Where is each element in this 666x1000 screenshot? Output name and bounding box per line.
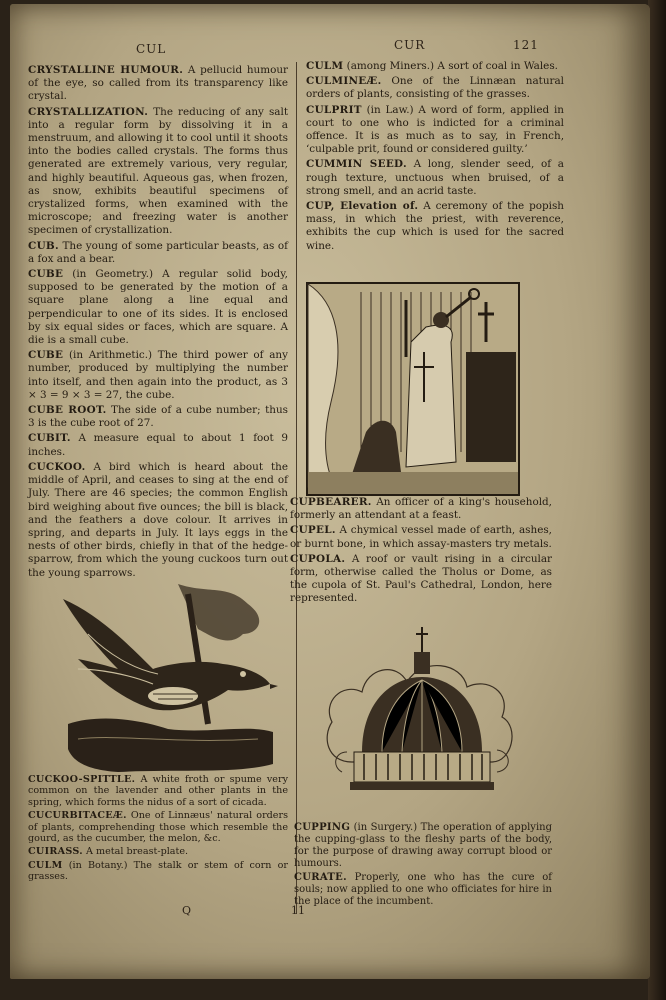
footer-number: 11 xyxy=(291,904,305,917)
entry-definition: (in Botany.) The stalk or stem of corn or grasses. xyxy=(28,859,288,883)
entry-term: CULPRIT xyxy=(306,103,362,116)
entry-term: CULM xyxy=(28,859,63,871)
entry-term: CUBE xyxy=(28,349,64,362)
dictionary-entry xyxy=(28,432,288,458)
dictionary-entry xyxy=(28,860,288,883)
entry-term: CULM xyxy=(306,60,344,72)
priest-elevation-illustration xyxy=(306,282,520,496)
dictionary-entry xyxy=(28,404,288,430)
entry-term: CUPEL. xyxy=(290,524,336,537)
st-pauls-dome-illustration xyxy=(322,622,522,812)
dictionary-entry xyxy=(306,200,564,253)
dictionary-entry xyxy=(306,104,564,157)
dictionary-entry xyxy=(306,75,564,101)
entry-definition: (in Arithmetic.) The third power of any number, produced by multiplying the number into itself, and then again into the product, as 3 × 3 = 9 × 3 = 27, the cube. xyxy=(28,349,288,401)
entry-definition: (among Miners.) A sort of coal in Wales. xyxy=(343,60,558,72)
entry-term: CUBIT. xyxy=(28,432,71,445)
entry-term: CUPBEARER. xyxy=(290,496,372,508)
entry-term: CURATE. xyxy=(294,872,347,883)
entry-definition: A white froth or spume very common on the lavender and other plants in the spring, which forms the nidus of a sort of cicada. xyxy=(28,774,288,808)
entry-definition: The young of some particular beasts, as of a fox and a bear. xyxy=(28,239,288,265)
entry-definition: (in Surgery.) The operation of applying the cupping-glass to the fleshy parts of the body, for the purpose of drawing away corrupt blood or humours. xyxy=(294,822,552,869)
entry-term: CUIRASS. xyxy=(28,846,83,858)
entry-definition: The side of a cube number; thus 3 is the cube root of 27. xyxy=(28,404,288,430)
dictionary-entry xyxy=(306,158,564,198)
entry-term: CUMMIN SEED. xyxy=(306,158,407,171)
entry-definition: A long, slender seed, of a rough texture, unctuous when bruised, of a strong smell, and an acrid taste. xyxy=(306,158,564,197)
entry-term: CUBE xyxy=(28,268,64,281)
dictionary-entry xyxy=(294,872,552,908)
entry-definition: Properly, one who has the cure of souls; now applied to one who officiates for hire in the place of the incumbent. xyxy=(294,872,552,907)
entry-definition: An officer of a king's household, formerly an attendant at a feast. xyxy=(290,496,552,522)
page-number: 121 xyxy=(513,38,539,52)
entry-definition: A roof or vault rising in a circular form, otherwise called the Tholus or Dome, as the cupola of St. Paul's Cathedral, London, here represented. xyxy=(290,552,552,605)
entry-term: CRYSTALLIZATION. xyxy=(28,105,149,118)
dictionary-entry xyxy=(28,268,288,347)
dictionary-entry xyxy=(28,846,288,857)
dictionary-entry xyxy=(28,461,288,580)
entry-term: CUP, Elevation of. xyxy=(306,200,419,213)
entry-definition: (in Law.) A word of form, applied in court to one who is indicted for a criminal offence. It is as much as to say, in French, ‘culpable prit, found or considered guilty.’ xyxy=(306,103,564,156)
entry-definition: A bird which is heard about the middle of April, and ceases to sing at the end of July. There are 46 species; the common English bird weighing about five ounces; the bill is black, and the feathers a dove colour. It arrives in spring, and departs in July. It lays eggs in the nests of other birds, chiefly in that of the hedge-sparrow, from which the young cuckoos turn out the young sparrows. xyxy=(28,460,288,579)
entry-term: CUCURBITACEÆ. xyxy=(28,810,127,822)
entry-definition: A metal breast-plate. xyxy=(82,846,189,858)
dictionary-entry xyxy=(290,553,552,606)
dictionary-entry xyxy=(28,240,288,266)
entry-term: CUCKOO-SPITTLE. xyxy=(28,774,136,785)
entry-definition: One of the Linnæan natural orders of plants, consisting of the grasses. xyxy=(306,75,564,101)
entry-definition: A pellucid humour of the eye, so called from its transparency like crystal. xyxy=(28,64,288,103)
dictionary-entry xyxy=(28,106,288,238)
right-column-bottom xyxy=(294,822,552,910)
entry-term: CRYSTALLINE HUMOUR. xyxy=(28,64,184,76)
running-head-left: CUL xyxy=(136,42,167,56)
left-column-bottom xyxy=(28,774,288,885)
cuckoo-illustration xyxy=(58,574,278,779)
book-page xyxy=(10,4,650,979)
dictionary-entry xyxy=(28,349,288,402)
dictionary-entry xyxy=(294,822,552,870)
column-divider xyxy=(296,62,297,914)
entry-term: CUPOLA. xyxy=(290,552,346,565)
dictionary-entry xyxy=(28,774,288,808)
dictionary-entry xyxy=(290,524,552,550)
dictionary-entry xyxy=(28,64,288,104)
entry-definition: A ceremony of the popish mass, in which the priest, with reverence, exhibits the cup which is used for the sacred wine. xyxy=(306,200,564,252)
entry-term: CUBE ROOT. xyxy=(28,404,107,417)
entry-term: CUPPING xyxy=(294,822,351,833)
right-column-middle xyxy=(290,496,552,608)
dictionary-entry xyxy=(28,810,288,844)
entry-definition: (in Geometry.) A regular solid body, supposed to be generated by the motion of a square plane along a line equal and perpendicular to one of its sides. It is enclosed by six equal sides or faces, which are square. A die is a small cube. xyxy=(28,268,288,347)
right-column xyxy=(306,60,564,255)
dictionary-entry xyxy=(290,496,552,522)
entry-term: CULMINEÆ. xyxy=(306,75,382,88)
entry-term: CUCKOO. xyxy=(28,460,86,473)
entry-definition: The reducing of any salt into a regular form by dissolving it in a menstruum, and allowing it to cool until it shoots into the bodies called crystals. The forms thus generated are extremely various, very regular, and highly beautiful. Aqueous gas, when frozen, as snow, exhibits beautiful specimens of crystalized forms, when examined with the microscope; and freezing water is another specimen of crystallization. xyxy=(28,105,288,237)
running-head-center: CUR xyxy=(394,38,426,52)
entry-term: CUB. xyxy=(28,239,59,252)
signature-mark: Q xyxy=(182,904,192,917)
entry-definition: One of Linnæus' natural orders of plants, comprehending those which resemble the gourd, as the cucumber, the melon, &c. xyxy=(28,810,288,845)
entry-definition: A chymical vessel made of earth, ashes, or burnt bone, in which assay-masters try metals. xyxy=(290,524,552,550)
left-column xyxy=(28,64,288,582)
book-spine xyxy=(648,0,666,1000)
dictionary-entry xyxy=(306,60,564,73)
entry-definition: A measure equal to about 1 foot 9 inches. xyxy=(28,432,288,458)
